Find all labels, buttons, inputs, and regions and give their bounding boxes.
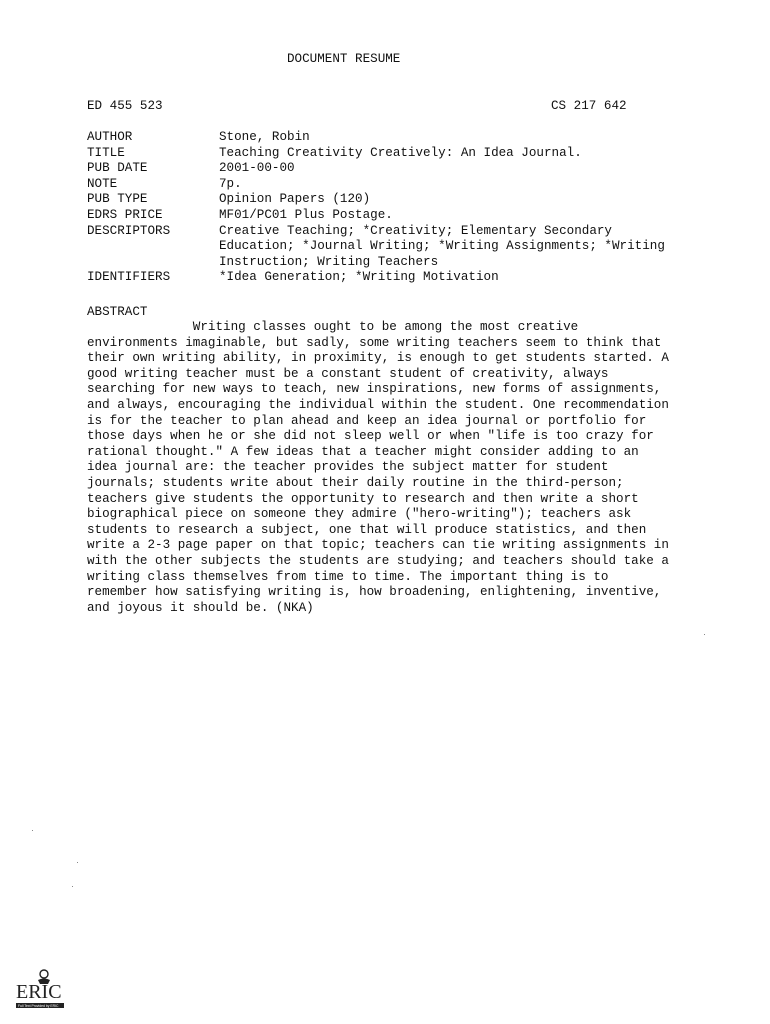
- eric-logo-text: ERIC: [16, 981, 62, 1003]
- abstract-line: and joyous it should be. (NKA): [87, 600, 314, 615]
- abstract-line: writing class themselves from time to time. The important thing is to: [87, 569, 609, 584]
- ed-number: ED 455 523: [87, 99, 163, 113]
- meta-label: TITLE: [87, 145, 125, 160]
- abstract-line: environments imaginable, but sadly, some writing teachers seem to think that: [87, 335, 662, 350]
- meta-value: 7p.: [219, 176, 242, 191]
- abstract-line: idea journal are: the teacher provides the subject matter for student: [87, 460, 609, 475]
- abstract-line: and always, encouraging the individual within the student. One recommendation: [87, 397, 669, 412]
- meta-label: DESCRIPTORS: [87, 223, 171, 238]
- meta-value: Opinion Papers (120): [219, 192, 371, 207]
- abstract-line: remember how satisfying writing is, how broadening, enlightening, inventive,: [87, 585, 662, 600]
- meta-row-edrs-price: [87, 208, 707, 224]
- meta-value: *Idea Generation; *Writing Motivation: [219, 270, 499, 285]
- abstract-line: write a 2-3 page paper on that topic; teachers can tie writing assignments in: [87, 538, 669, 553]
- meta-label: PUB DATE: [87, 161, 148, 176]
- meta-label: PUB TYPE: [87, 192, 148, 207]
- meta-label: EDRS PRICE: [87, 207, 163, 222]
- scan-speck: [32, 830, 33, 831]
- meta-label: IDENTIFIERS: [87, 270, 171, 285]
- abstract-line: their own writing ability, in proximity, is enough to get students started. A: [87, 351, 669, 366]
- meta-row-author: [87, 130, 707, 146]
- meta-row-title: [87, 146, 707, 162]
- meta-value: Creative Teaching; *Creativity; Elementary Secondary Education; *Journal Writing; *Writing Assignments; *Writing Instruction; Writing Teachers: [219, 223, 665, 269]
- document-title: DOCUMENT RESUME: [287, 52, 401, 66]
- abstract-line: Writing classes ought to be among the most creative: [87, 320, 579, 334]
- abstract-line: searching for new ways to teach, new inspirations, new forms of assignments,: [87, 382, 662, 397]
- scan-speck: [77, 862, 78, 863]
- abstract-line: good writing teacher must be a constant student of creativity, always: [87, 366, 609, 381]
- meta-row-pub-date: [87, 161, 707, 177]
- abstract-line: journals; students write about their daily routine in the third-person;: [87, 475, 624, 490]
- meta-value: 2001-00-00: [219, 161, 295, 176]
- eric-logo: [14, 968, 66, 1012]
- meta-value: MF01/PC01 Plus Postage.: [219, 207, 393, 222]
- abstract-line: rational thought." A few ideas that a teacher might consider adding to an: [87, 444, 639, 459]
- abstract-line: is for the teacher to plan ahead and keep an idea journal or portfolio for: [87, 413, 647, 428]
- abstract-line: with the other subjects the students are studying; and teachers should take a: [87, 553, 669, 568]
- scan-speck: [72, 886, 73, 887]
- abstract-line: biographical piece on someone they admire ("hero-writing"); teachers ask: [87, 507, 632, 522]
- abstract-body: [87, 320, 697, 616]
- abstract-heading: ABSTRACT: [87, 305, 148, 319]
- scan-speck: [704, 634, 705, 635]
- meta-row-identifiers: [87, 270, 707, 286]
- meta-label: AUTHOR: [87, 130, 133, 144]
- meta-row-pub-type: [87, 192, 707, 208]
- eric-logo-caption: Full Text Provided by ERIC: [18, 1004, 59, 1008]
- meta-row-note: [87, 177, 707, 193]
- meta-value: Stone, Robin: [219, 130, 310, 144]
- abstract-line: those days when he or she did not sleep well or when "life is too crazy for: [87, 429, 654, 444]
- meta-row-descriptors: [87, 224, 707, 271]
- cs-number: CS 217 642: [551, 99, 627, 113]
- meta-value: Teaching Creativity Creatively: An Idea Journal.: [219, 145, 582, 160]
- abstract-line: teachers give students the opportunity to research and then write a short: [87, 491, 639, 506]
- meta-label: NOTE: [87, 176, 118, 191]
- abstract-line: students to research a subject, one that will produce statistics, and then: [87, 522, 647, 537]
- metadata-table: [87, 130, 707, 286]
